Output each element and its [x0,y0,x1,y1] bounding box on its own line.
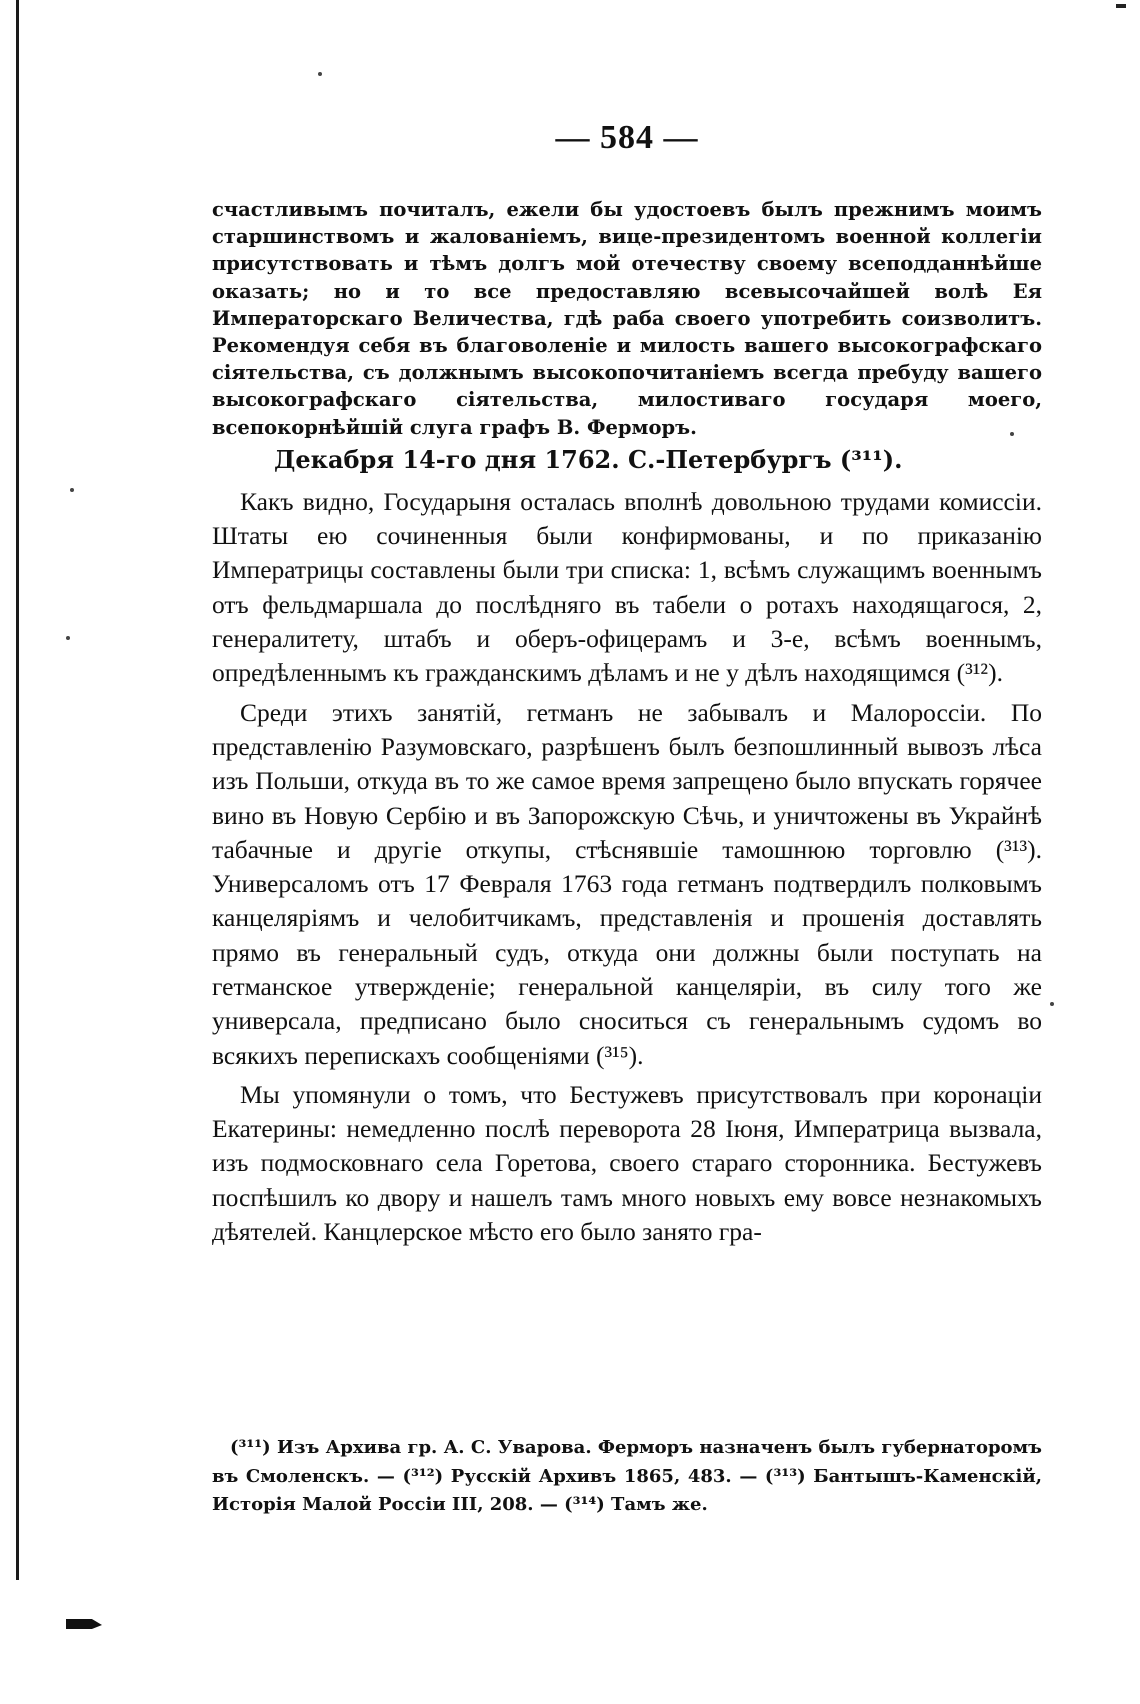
body-text [212,485,1042,1250]
footnote-text: (³¹¹) Изъ Архива гр. А. С. Уварова. Ферморъ назначенъ былъ губернаторомъ въ Смоленскъ. — (³¹²) Русскій Архивъ 1865, 483. — (³¹³) Бантышъ-Каменскій, Исторія Малой Россіи III, 208. — (³¹⁴) Тамъ же. [212,1437,1042,1515]
scan-speck [66,636,70,640]
letter-text: счастливымъ почиталъ, ежели бы удостоевъ былъ прежнимъ моимъ старшинствомъ и жалованіемъ, вице-президентомъ военной коллегіи присутствовать и тѣмъ долгъ мой отечеству своему всеподданнѣйше оказать; но и то все предоставляю всевысочайшей волѣ Ея Императорскаго Величества, гдѣ раба своего употребить соизволитъ. Рекомендуя себя въ благоволеніе и милость вашего высокографскаго сіятельства, съ должнымъ высокопочитаніемъ всегда пребуду вашего высокографскаго сіятельства, милостиваго государя моего, всепокорнѣйшій слуга графъ В. Ферморъ. [212,198,1042,439]
footnotes [212,1434,1042,1520]
scan-binding-edge [16,0,19,1580]
paragraph: Мы упомянули о томъ, что Бестужевъ присутствовалъ при коронаціи Екатерины: немедленно послѣ переворота 28 Іюня, Императрица вызвала, изъ подмосковнаго села Горетова, своего стараго сторонника. Бестужевъ поспѣшилъ ко двору и нашелъ тамъ много новыхъ ему вовсе незнакомыхъ дѣятелей. Канцлерское мѣсто его было занято гра- [212,1079,1042,1247]
scan-corner-mark [1116,4,1126,8]
letter-date: Декабря 14-го дня 1762. С.-Петербургъ (³¹¹). [274,444,903,474]
scan-speck [318,72,322,76]
page-number: — 584 — [555,119,699,156]
scan-edge-mark [66,1619,102,1629]
page-content [212,118,1042,1254]
scan-speck [1050,1002,1054,1006]
paragraph: Какъ видно, Государыня осталась вполнѣ довольною трудами комиссіи. Штаты ею сочиненныя были конфирмованы, и по приказанію Императрицы составлены были три списка: 1, всѣмъ служащимъ военнымъ отъ фельдмаршала до послѣдняго въ табели о ротахъ находящагося, 2, генералитету, штабъ и оберъ-офицерамъ и 3-е, всѣмъ военнымъ, опредѣленнымъ къ гражданскимъ дѣламъ и не у дѣлъ находящимся (³¹²). [212,486,1042,688]
scan-speck [70,488,74,492]
paragraph: Среди этихъ занятій, гетманъ не забывалъ и Малороссіи. По представленію Разумовскаго, разрѣшенъ былъ безпошлинный вывозъ лѣса изъ Польши, откуда въ то же самое время запрещено было впускать горячее вино въ Новую Сербію и въ Запорожскую Сѣчь, и уничтожены въ Украйнѣ табачные и другіе откупы, стѣснявшіе тамошнюю торговлю (³¹³). Универсаломъ отъ 17 Февраля 1763 года гетманъ подтвердилъ полковымъ канцеляріямъ и челобитчикамъ, представленія и прошенія доставлять прямо въ генеральный судъ, откуда они должны были поступать на гетманское утвержденіе; генеральной канцеляріи, въ силу того же универсала, предписано было сноситься съ генеральнымъ судомъ во всякихъ перепискахъ сообщеніями (³¹⁵). [212,697,1042,1070]
